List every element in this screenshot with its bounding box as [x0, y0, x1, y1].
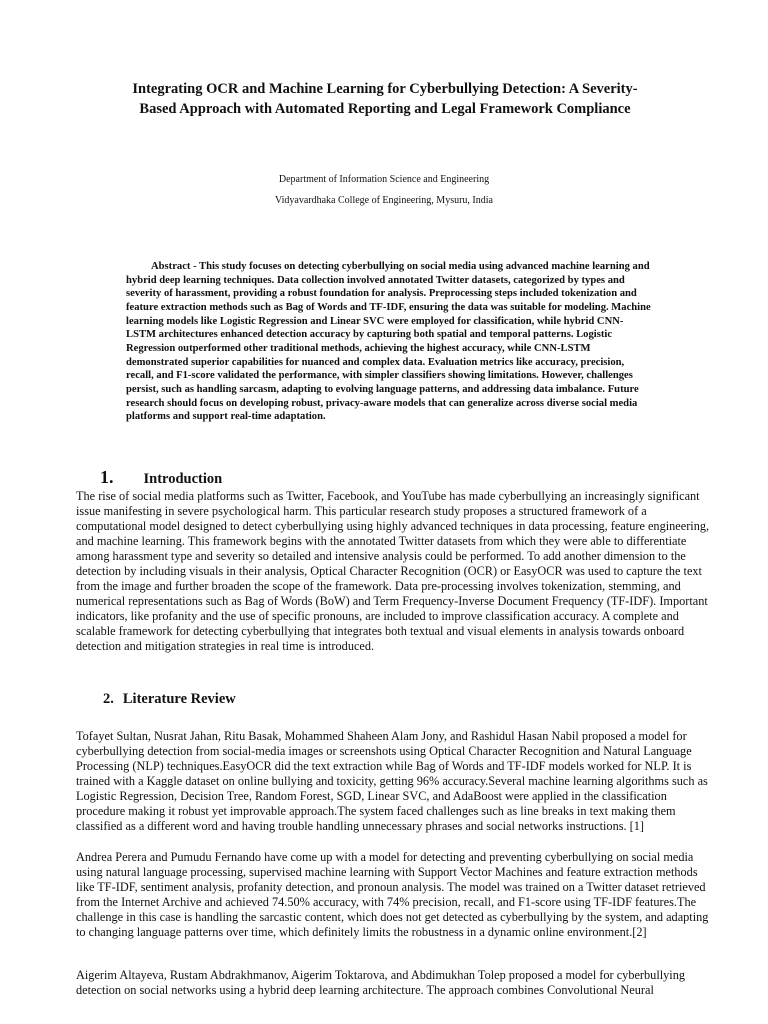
introduction-heading [100, 468, 222, 488]
department-affiliation: Department of Information Science and Engineering [278, 174, 490, 185]
literature-paragraph: Andrea Perera and Pumudu Fernando have come up with a model for detecting and preventing cyberbullying on social media using natural language processing, supervised machine learning with Support Vector Machines and feature extraction methods like TF-IDF, sentiment analysis, profanity detection, and pronoun analysis. The model was trained on a Twitter dataset retrieved from the Internet Archive and achieved 74.50% accuracy, with 74% precision, recall, and F1-score using TF-IDF features.The challenge in this case is handling the sarcastic content, which does not get detected as cyberbullying by the system, and adapting to changing language patterns over time, which definitely limits the robustness in a dynamic online environment.[2] [76, 850, 709, 940]
literature-paragraph: Tofayet Sultan, Nusrat Jahan, Ritu Basak, Mohammed Shaheen Alam Jony, and Rashidul Hasan Nabil proposed a model for cyberbullying detection from social-media images or screenshots using Optical Character Recognition and Natural Language Processing (NLP) techniques.EasyOCR did the text extraction while Bag of Words and TF-IDF models worked for NLP. It is trained with a Kaggle dataset on online bullying and toxicity, getting 96% accuracy.Several machine learning algorithms such as Logistic Regression, Decision Tree, Random Forest, SGD, Linear SVC, and AdaBoost were applied in the classification procedure making it robust yet improvable approach.The system faced challenges such as line breaks in text making them classified as a different word and having trouble handling unnecessary phrases and social networks instructions. [1] [76, 729, 708, 834]
introduction-paragraph: The rise of social media platforms such as Twitter, Facebook, and YouTube has made cyberbullying an increasingly significant issue manifesting in severe psychological harm. This particular research study proposes a structured framework of a computational model designed to detect cyberbullying using highly advanced techniques in data processing, feature engineering, and machine learning. This framework begins with the annotated Twitter datasets from which they were able to differentiate among harassment type and severity so detailed and intensive analysis could be performed. To add another dimension to the detection by including visuals in their analysis, Optical Character Recognition (OCR) or EasyOCR was used to capture the text from the image and further broaden the scope of the framework. Data pre-processing involves tokenization, stemming, and numerical representations such as Bag of Words (BoW) and Term Frequency-Inverse Document Frequency (TF-IDF). Important indicators, like profanity and the use of specific pronouns, are included to improve classification accuracy. A complete and scalable framework for detecting cyberbullying that integrates both textual and visual elements in analysis towards onboard detection and mitigation strategies in real time is introduced. [76, 489, 710, 654]
paper-title: Integrating OCR and Machine Learning for Cyberbullying Detection: A Severity-Based Approach with Automated Reporting and Legal Framework Compliance [132, 81, 638, 117]
section-title: Introduction [143, 471, 223, 487]
section-number: 1. [100, 467, 114, 487]
section-title: Literature Review [122, 691, 236, 707]
abstract: Abstract - This study focuses on detecting cyberbullying on social media using advanced machine learning and hybrid deep learning techniques. Data collection involved annotated Twitter datasets, categorized by types and severity of harassment, providing a robust foundation for analysis. Preprocessing steps included tokenization and feature extraction methods such as Bag of Words and TF-IDF, ensuring the data was suitable for modeling. Machine learning models like Logistic Regression and Linear SVC were employed for classification, while hybrid CNN-LSTM architectures enhanced detection accuracy by capturing both spatial and temporal patterns. Logistic Regression outperformed other traditional methods, achieving the highest accuracy, while CNN-LSTM demonstrated superior capabilities for nuanced and complex data. Evaluation metrics like accuracy, precision, recall, and F1-score validated the performance, with simpler classifiers showing limitations. However, challenges persist, such as handling sarcasm, adapting to evolving language patterns, and addressing data imbalance. Future research should focus on developing robust, privacy-aware models that can generalize across diverse social media platforms and support real-time adaptation. [126, 261, 651, 423]
college-affiliation: Vidyavardhaka College of Engineering, Mysuru, India [275, 195, 493, 206]
literature-review-heading [103, 690, 236, 708]
literature-paragraph: Aigerim Altayeva, Rustam Abdrakhmanov, Aigerim Toktarova, and Abdimukhan Tolep proposed a model for cyberbullying detection on social networks using a hybrid deep learning architecture. The approach combines Convolutional Neural [76, 968, 686, 998]
section-number: 2. [103, 691, 114, 707]
